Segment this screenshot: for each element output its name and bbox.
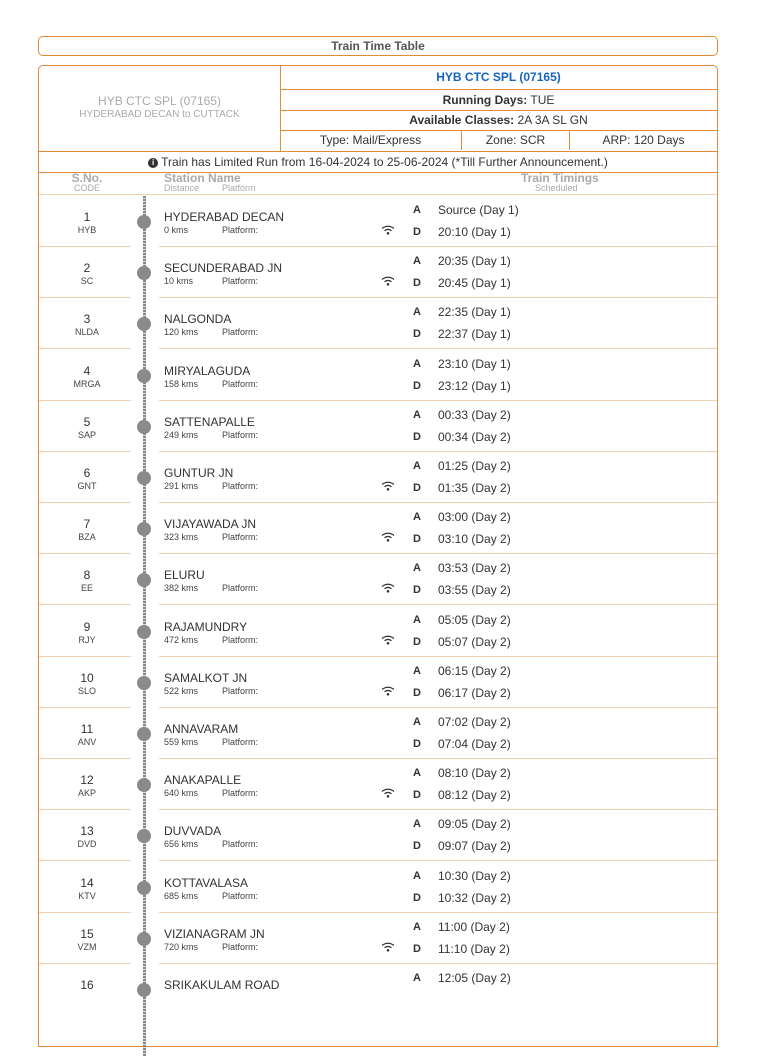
- arrival-time: 07:02 (Day 2): [438, 715, 511, 729]
- station-dot-icon: [137, 881, 151, 895]
- notice-text: Train has Limited Run from 16-04-2024 to 25-06-2024 (*Till Further Announcement.): [161, 155, 608, 169]
- arrival-time: 00:33 (Day 2): [438, 407, 511, 422]
- departure-time: 08:12 (Day 2): [438, 788, 511, 803]
- station-platform: Platform:: [222, 788, 259, 799]
- arrival-label: A: [413, 920, 421, 933]
- station-name[interactable]: RAJAMUNDRY: [164, 619, 248, 634]
- departure-time: 11:10 (Day 2): [438, 941, 510, 956]
- station-distance: 291 kms: [164, 481, 199, 491]
- station-row[interactable]: [39, 401, 717, 452]
- station-name[interactable]: ANAKAPALLE: [164, 773, 242, 788]
- wifi-icon: [381, 785, 395, 795]
- departure-time: 20:10 (Day 1): [438, 225, 511, 239]
- station-name[interactable]: SECUNDERABAD JN: [164, 261, 283, 276]
- arrival-time: 20:35 (Day 1): [438, 254, 511, 269]
- station-code: KTV: [78, 890, 96, 901]
- wifi-icon: [381, 683, 395, 693]
- arrival-label: A: [413, 664, 421, 677]
- departure-label: D: [413, 891, 421, 904]
- station-platform: Platform:: [222, 941, 259, 952]
- station-sno: 15: [80, 926, 94, 941]
- departure-time: 20:45 (Day 1): [438, 276, 511, 291]
- departure-time: 23:12 (Day 1): [438, 378, 511, 393]
- wifi-icon: [381, 273, 395, 283]
- departure-label: D: [413, 789, 421, 802]
- station-distance: 472 kms: [164, 634, 199, 645]
- station-platform: Platform:: [222, 481, 259, 491]
- station-distance: 158 kms: [164, 378, 199, 389]
- departure-label: D: [413, 533, 421, 546]
- station-sno: 13: [80, 824, 94, 839]
- station-distance: 0 kms: [164, 225, 189, 235]
- classes-row: [280, 110, 717, 131]
- station-row[interactable]: [39, 554, 717, 605]
- arrival-time: 11:00 (Day 2): [438, 919, 510, 934]
- station-row[interactable]: [39, 810, 717, 861]
- station-row[interactable]: [39, 452, 717, 503]
- arrival-label: A: [413, 869, 421, 882]
- col-timings: Train Timings: [521, 171, 599, 185]
- station-row[interactable]: [39, 708, 717, 759]
- arrival-time: 12:05 (Day 2): [438, 971, 511, 985]
- timetable-card: [38, 65, 718, 1047]
- departure-label: D: [413, 379, 421, 392]
- running-days-value: TUE: [530, 93, 555, 107]
- station-dot-icon: [137, 369, 151, 383]
- station-code: AKP: [77, 788, 96, 799]
- station-name[interactable]: ELURU: [164, 568, 205, 583]
- col-sno: S.No.: [71, 171, 103, 185]
- arrival-label: A: [413, 460, 421, 472]
- wifi-icon: [381, 632, 395, 642]
- station-name[interactable]: SAMALKOT JN: [164, 670, 248, 685]
- arrival-time: 08:10 (Day 2): [438, 766, 511, 781]
- station-name[interactable]: HYDERABAD DECAN: [164, 210, 285, 224]
- station-code: SAP: [77, 429, 96, 440]
- running-days-row: [280, 90, 717, 111]
- station-sno: 4: [83, 363, 91, 378]
- station-row[interactable]: [39, 964, 717, 1015]
- station-distance: 249 kms: [164, 429, 199, 440]
- col-code: CODE: [73, 183, 100, 193]
- train-meta-row: [280, 130, 717, 150]
- station-dot-icon: [137, 317, 151, 331]
- station-name[interactable]: DUVVADA: [164, 824, 222, 839]
- station-platform: Platform:: [222, 634, 259, 645]
- station-distance: 120 kms: [164, 327, 199, 338]
- wifi-icon: [381, 478, 395, 488]
- station-name[interactable]: VIJAYAWADA JN: [164, 517, 257, 532]
- arrival-label: A: [413, 716, 421, 728]
- arrival-time: 10:30 (Day 2): [438, 868, 511, 883]
- station-row[interactable]: [39, 759, 717, 810]
- station-platform: Platform:: [222, 737, 259, 747]
- station-row[interactable]: [39, 298, 717, 349]
- departure-time: 03:10 (Day 2): [438, 532, 511, 547]
- arrival-label: A: [413, 818, 421, 831]
- arrival-time: 05:05 (Day 2): [438, 612, 511, 627]
- station-distance: 640 kms: [164, 788, 199, 799]
- station-dot-icon: [137, 727, 151, 741]
- arrival-time: 01:25 (Day 2): [438, 459, 511, 473]
- station-distance: 323 kms: [164, 532, 199, 543]
- train-summary: [39, 66, 281, 151]
- train-link-row: [280, 66, 717, 90]
- station-dot-icon: [137, 778, 151, 792]
- station-code: SC: [80, 276, 94, 287]
- arrival-label: A: [413, 972, 421, 984]
- departure-label: D: [413, 482, 421, 494]
- station-sno: 9: [83, 619, 91, 634]
- station-name[interactable]: MIRYALAGUDA: [164, 363, 251, 378]
- station-code: SLO: [77, 685, 96, 696]
- arrival-label: A: [413, 408, 421, 421]
- departure-time: 09:07 (Day 2): [438, 839, 511, 854]
- train-arp: ARP: 120 Days: [602, 133, 685, 147]
- departure-label: D: [413, 942, 421, 955]
- station-code: HYB: [77, 225, 97, 235]
- station-code: EE: [80, 583, 93, 594]
- train-type: Type: Mail/Express: [280, 130, 462, 150]
- wifi-icon: [381, 529, 395, 539]
- station-row[interactable]: [39, 657, 717, 708]
- departure-time: 03:55 (Day 2): [438, 583, 511, 598]
- train-link[interactable]: HYB CTC SPL (07165): [436, 70, 561, 84]
- departure-time: 06:17 (Day 2): [438, 685, 511, 700]
- station-dot-icon: [137, 266, 151, 280]
- departure-label: D: [413, 584, 421, 597]
- station-code: DVD: [77, 839, 97, 850]
- station-dot-icon: [137, 420, 151, 434]
- station-sno: 10: [80, 670, 94, 685]
- limited-run-notice: [39, 151, 717, 173]
- departure-time: 00:34 (Day 2): [438, 429, 511, 444]
- station-name[interactable]: SATTENAPALLE: [164, 414, 255, 429]
- arrival-label: A: [413, 204, 421, 216]
- arrival-label: A: [413, 255, 421, 268]
- station-distance: 10 kms: [164, 276, 194, 287]
- col-station: Station Name: [164, 171, 241, 185]
- station-dot-icon: [137, 573, 151, 587]
- station-name[interactable]: ANNAVARAM: [164, 722, 239, 736]
- station-name[interactable]: GUNTUR JN: [164, 466, 234, 480]
- departure-time: 07:04 (Day 2): [438, 737, 511, 751]
- departure-time: 01:35 (Day 2): [438, 481, 511, 495]
- station-name[interactable]: SRIKAKULAM ROAD: [164, 978, 280, 992]
- station-dot-icon: [137, 829, 151, 843]
- station-sno: 11: [80, 722, 94, 736]
- train-route: HYDERABAD DECAN to CUTTACK: [79, 109, 240, 120]
- station-row[interactable]: [39, 606, 717, 657]
- station-sno: 3: [83, 312, 91, 327]
- departure-label: D: [413, 840, 421, 853]
- departure-label: D: [413, 635, 421, 648]
- station-name[interactable]: VIZIANAGRAM JN: [164, 926, 265, 941]
- departure-time: 22:37 (Day 1): [438, 327, 511, 342]
- station-platform: Platform:: [222, 532, 259, 543]
- station-code: VZM: [77, 941, 97, 952]
- station-dot-icon: [137, 932, 151, 946]
- info-icon: i: [148, 158, 158, 168]
- page-title: Train Time Table: [38, 36, 718, 56]
- wifi-icon: [381, 580, 395, 590]
- departure-label: D: [413, 686, 421, 699]
- station-platform: Platform:: [222, 327, 259, 338]
- arrival-time: 22:35 (Day 1): [438, 305, 511, 320]
- station-platform: Platform:: [222, 890, 259, 901]
- header-divider: [39, 194, 717, 195]
- arrival-label: A: [413, 511, 421, 524]
- station-sno: 8: [83, 568, 91, 583]
- departure-time: 10:32 (Day 2): [438, 890, 511, 905]
- arrival-time: 03:00 (Day 2): [438, 510, 511, 525]
- col-platform: Platform: [222, 183, 256, 193]
- arrival-time: 03:53 (Day 2): [438, 561, 511, 576]
- station-sno: 12: [80, 773, 94, 788]
- arrival-label: A: [413, 357, 421, 370]
- station-row[interactable]: [39, 913, 717, 964]
- station-name[interactable]: NALGONDA: [164, 312, 232, 327]
- col-scheduled: Scheduled: [535, 183, 578, 193]
- station-distance: 522 kms: [164, 685, 199, 696]
- station-dot-icon: [137, 676, 151, 690]
- station-dot-icon: [137, 625, 151, 639]
- station-platform: Platform:: [222, 583, 259, 594]
- station-row[interactable]: [39, 196, 717, 247]
- arrival-label: A: [413, 562, 421, 575]
- wifi-icon: [381, 222, 395, 232]
- station-code: MRGA: [73, 378, 101, 389]
- station-code: GNT: [77, 481, 97, 491]
- station-name[interactable]: KOTTAVALASA: [164, 875, 249, 890]
- departure-label: D: [413, 226, 421, 238]
- station-sno: 1: [83, 210, 91, 224]
- station-dot-icon: [137, 215, 151, 229]
- station-sno: 7: [83, 517, 91, 532]
- departure-label: D: [413, 738, 421, 750]
- station-distance: 720 kms: [164, 941, 199, 952]
- classes-label: Available Classes:: [409, 113, 515, 127]
- arrival-label: A: [413, 767, 421, 780]
- station-distance: 656 kms: [164, 839, 199, 850]
- station-platform: Platform:: [222, 685, 259, 696]
- station-dot-icon: [137, 983, 151, 997]
- station-distance: 559 kms: [164, 737, 199, 747]
- train-zone: Zone: SCR: [462, 130, 570, 150]
- station-sno: 16: [80, 978, 94, 992]
- departure-time: 05:07 (Day 2): [438, 634, 511, 649]
- arrival-time: 06:15 (Day 2): [438, 663, 511, 678]
- arrival-time: 23:10 (Day 1): [438, 356, 511, 371]
- station-row[interactable]: [39, 247, 717, 298]
- arrival-label: A: [413, 613, 421, 626]
- station-distance: 685 kms: [164, 890, 199, 901]
- running-days-label: Running Days:: [442, 93, 528, 107]
- train-name: HYB CTC SPL (07165): [98, 94, 221, 108]
- station-row[interactable]: [39, 350, 717, 401]
- arrival-time: 09:05 (Day 2): [438, 817, 511, 832]
- station-platform: Platform:: [222, 225, 259, 235]
- station-sno: 14: [80, 875, 94, 890]
- wifi-icon: [381, 939, 395, 949]
- station-code: BZA: [78, 532, 96, 543]
- station-sno: 6: [83, 466, 91, 480]
- station-row[interactable]: [39, 862, 717, 913]
- station-dot-icon: [137, 522, 151, 536]
- station-platform: Platform:: [222, 276, 259, 287]
- station-sno: 2: [83, 261, 91, 276]
- station-sno: 5: [83, 414, 91, 429]
- station-code: ANV: [77, 737, 97, 747]
- station-row[interactable]: [39, 503, 717, 554]
- station-dot-icon: [137, 471, 151, 485]
- departure-label: D: [413, 277, 421, 290]
- arrival-time: Source (Day 1): [438, 203, 519, 217]
- station-platform: Platform:: [222, 839, 259, 850]
- departure-label: D: [413, 328, 421, 341]
- arrival-label: A: [413, 306, 421, 319]
- departure-label: D: [413, 430, 421, 443]
- station-code: RJY: [78, 634, 96, 645]
- col-distance: Distance: [164, 183, 200, 193]
- classes-value: 2A 3A SL GN: [517, 113, 588, 127]
- station-platform: Platform:: [222, 378, 259, 389]
- station-code: NLDA: [74, 327, 99, 338]
- station-distance: 382 kms: [164, 583, 199, 594]
- station-platform: Platform:: [222, 429, 259, 440]
